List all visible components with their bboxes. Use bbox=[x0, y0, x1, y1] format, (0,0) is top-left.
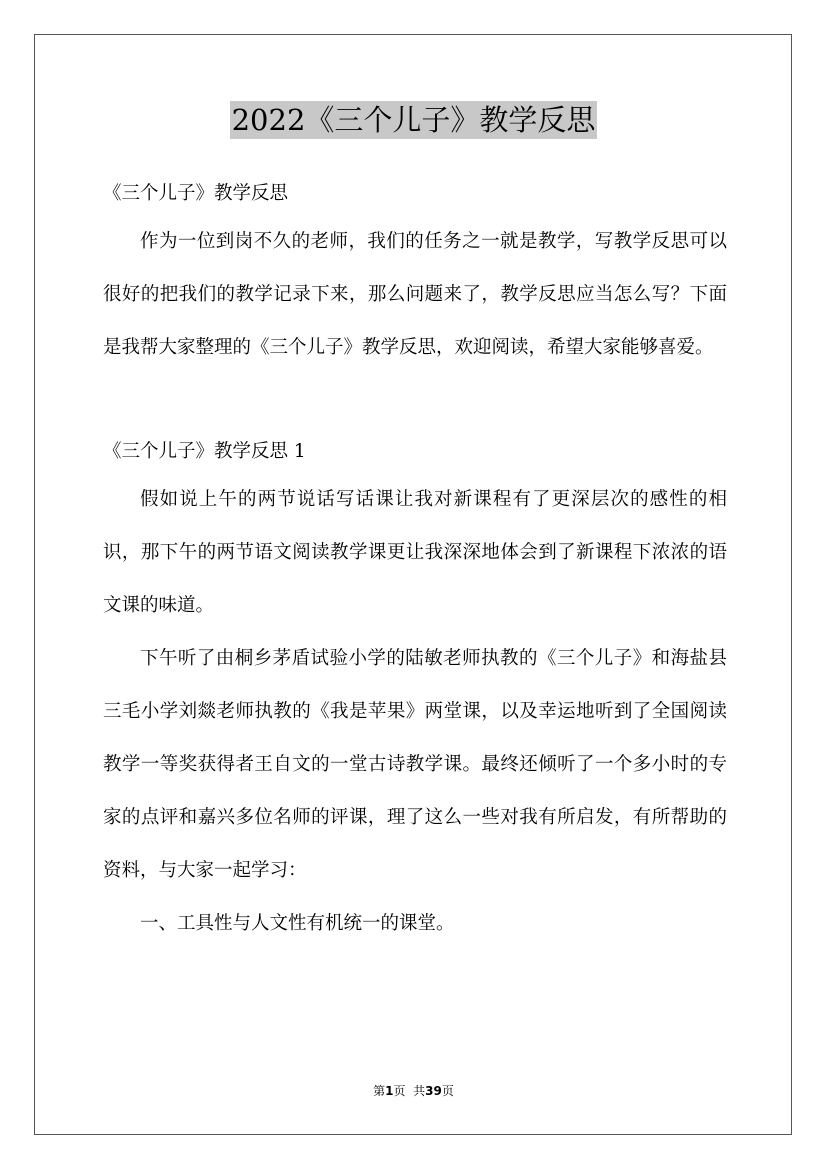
document-title bbox=[0, 98, 827, 142]
section-gap bbox=[103, 374, 727, 430]
footer-total-suffix: 页 bbox=[441, 1084, 454, 1098]
body-paragraph-2: 下午听了由桐乡茅盾试验小学的陆敏老师执教的《三个儿子》和海盐县三毛小学刘燚老师执教的《我是苹果》两堂课，以及幸运地听到了全国阅读教学一等奖获得者王自文的一堂古诗教学课。最终还倾听了一个多小时的专家的点评和嘉兴多位名师的评课，理了这么一些对我有所启发，有所帮助的资料，与大家一起学习： bbox=[103, 648, 727, 881]
body-paragraph-3: 一、工具性与人文性有机统一的课堂。 bbox=[140, 913, 455, 934]
intro-paragraph: 作为一位到岗不久的老师，我们的任务之一就是教学，写教学反思可以很好的把我们的教学记录下来，那么问题来了，教学反思应当怎么写？下面是我帮大家整理的《三个儿子》教学反思，欢迎阅读，希望大家能够喜爱。 bbox=[103, 231, 727, 358]
body-paragraph-1: 假如说上午的两节说话写话课让我对新课程有了更深层次的感性的相识，那下午的两节语文阅读教学课更让我深深地体会到了新课程下浓浓的语文课的味道。 bbox=[103, 489, 727, 616]
section1-heading: 《三个儿子》教学反思 1 bbox=[103, 441, 306, 462]
document-body bbox=[103, 172, 727, 950]
footer-total-prefix: 共 bbox=[413, 1084, 426, 1098]
document-title-text: 2022《三个儿子》教学反思 bbox=[231, 103, 596, 137]
footer-total-pages: 39 bbox=[425, 1084, 442, 1098]
footer-page-number: 1 bbox=[385, 1084, 394, 1098]
page-footer bbox=[0, 1081, 827, 1101]
footer-page-suffix: 页 bbox=[393, 1084, 406, 1098]
intro-heading: 《三个儿子》教学反思 bbox=[103, 183, 289, 204]
footer-page-prefix: 第 bbox=[373, 1084, 386, 1098]
